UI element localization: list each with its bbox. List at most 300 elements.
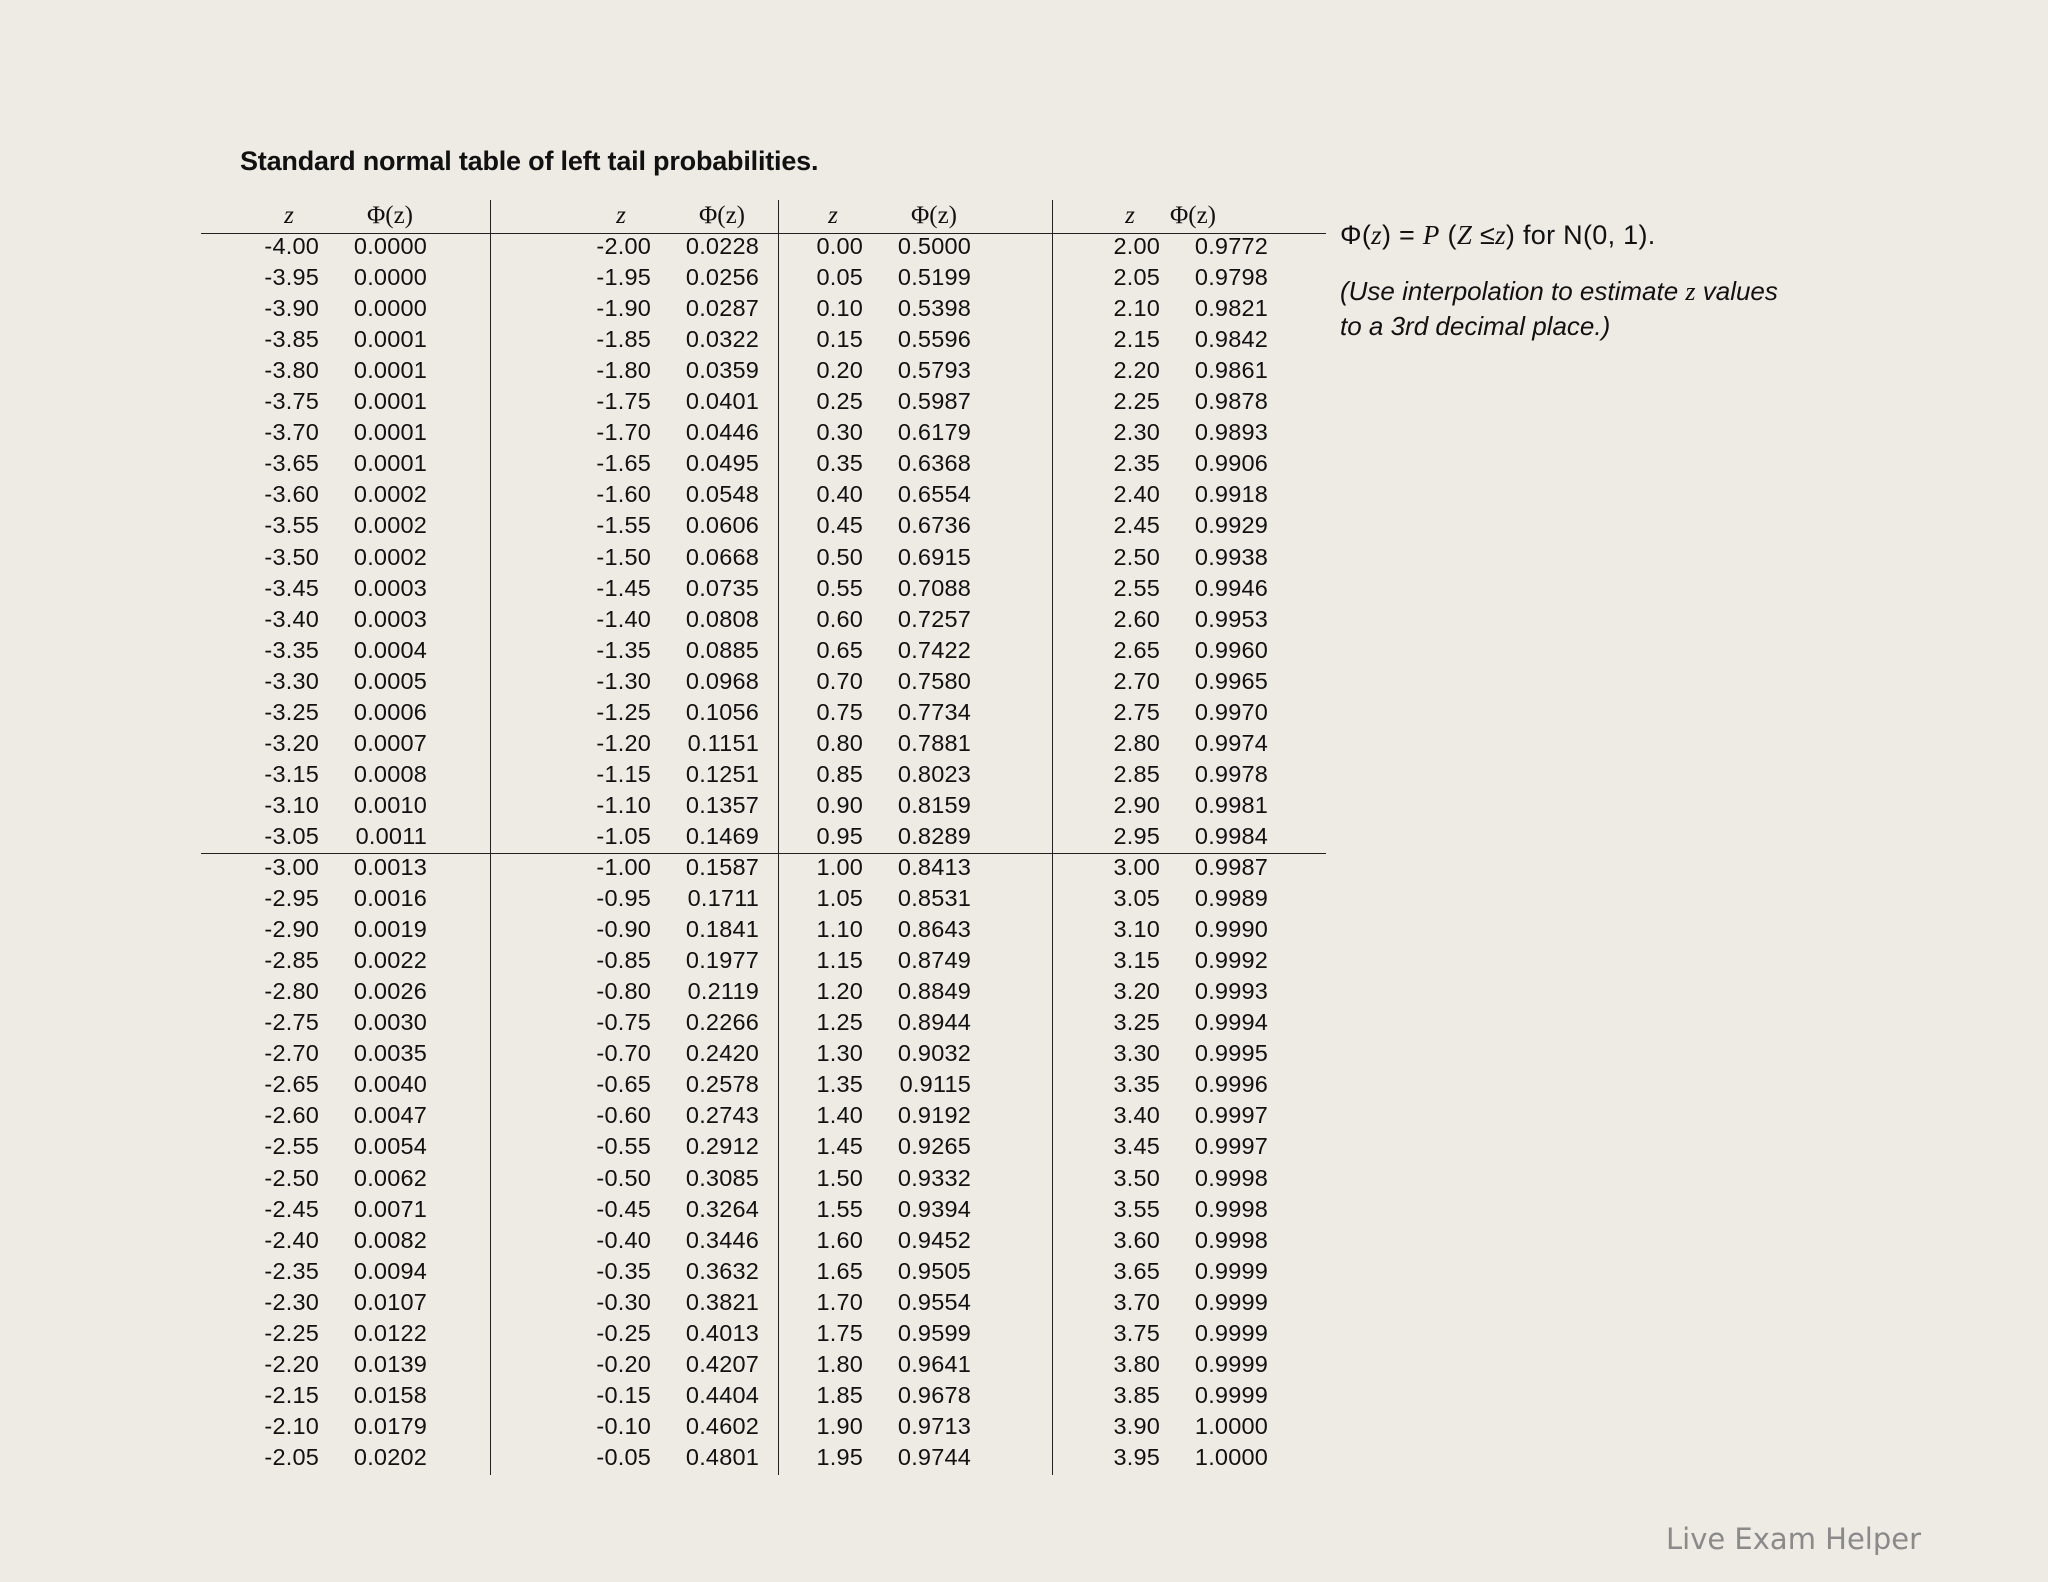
table-row xyxy=(779,1289,1052,1320)
table-row xyxy=(491,792,778,823)
table-row xyxy=(201,606,490,637)
formula-suffix: ) for N(0, 1). xyxy=(1505,220,1656,250)
header-z: z xyxy=(616,202,626,229)
header-phi: Φ(z) xyxy=(910,202,958,229)
phi-value: 0.0001 xyxy=(353,326,427,353)
z-value: 2.85 xyxy=(1113,760,1160,787)
phi-value: 0.9998 xyxy=(1194,1164,1268,1191)
table-row xyxy=(201,1040,490,1071)
table-row xyxy=(491,699,778,730)
z-value: 3.90 xyxy=(1113,1412,1160,1439)
table-row xyxy=(779,264,1052,295)
definition-formula xyxy=(1340,220,1656,251)
table-row xyxy=(779,481,1052,512)
table-row xyxy=(1053,388,1326,419)
z-value: 2.45 xyxy=(1113,512,1160,539)
z-value: 2.10 xyxy=(1113,295,1160,322)
table-row xyxy=(201,823,490,854)
table-row xyxy=(779,885,1052,916)
phi-value: 0.0006 xyxy=(353,698,427,725)
phi-value: 0.0001 xyxy=(353,388,427,415)
phi-value: 0.9987 xyxy=(1194,854,1268,880)
column-header xyxy=(1053,202,1326,232)
table-row xyxy=(779,1102,1052,1133)
phi-value: 0.8289 xyxy=(897,822,971,849)
z-value: 0.45 xyxy=(816,512,863,539)
table-row xyxy=(779,1258,1052,1289)
table-row xyxy=(201,575,490,606)
table-row xyxy=(1053,1196,1326,1227)
z-value: 3.15 xyxy=(1113,947,1160,974)
phi-value: 0.9452 xyxy=(897,1226,971,1253)
phi-value: 0.9997 xyxy=(1194,1102,1268,1129)
z-value: -0.70 xyxy=(596,1040,651,1067)
z-value: 3.00 xyxy=(1113,854,1160,880)
phi-value: 0.5199 xyxy=(897,264,971,291)
table-row xyxy=(779,544,1052,575)
table-row xyxy=(491,450,778,481)
phi-value: 0.4013 xyxy=(685,1319,759,1346)
phi-value: 0.0001 xyxy=(353,450,427,477)
z-value: 0.40 xyxy=(816,481,863,508)
phi-value: 0.9192 xyxy=(897,1102,971,1129)
phi-value: 0.0548 xyxy=(685,481,759,508)
table-row xyxy=(201,544,490,575)
table-row xyxy=(1053,1071,1326,1102)
z-value: 0.30 xyxy=(816,419,863,446)
table-row xyxy=(201,792,490,823)
z-value: 3.55 xyxy=(1113,1195,1160,1222)
phi-value: 0.0016 xyxy=(353,885,427,912)
z-value: 3.40 xyxy=(1113,1102,1160,1129)
table-row xyxy=(1053,450,1326,481)
table-row xyxy=(779,450,1052,481)
header-z: z xyxy=(828,202,838,229)
table-row xyxy=(1053,419,1326,450)
z-value: -2.95 xyxy=(264,885,319,912)
z-value: -3.50 xyxy=(264,543,319,570)
phi-value: 0.0107 xyxy=(353,1288,427,1315)
table-row xyxy=(1053,606,1326,637)
phi-value: 0.8531 xyxy=(897,885,971,912)
phi-value: 0.8749 xyxy=(897,947,971,974)
z-value: -2.25 xyxy=(264,1319,319,1346)
phi-value: 0.2743 xyxy=(685,1102,759,1129)
phi-value: 0.4801 xyxy=(685,1443,759,1470)
table-row xyxy=(779,388,1052,419)
z-value: 1.05 xyxy=(816,885,863,912)
table-row xyxy=(1053,978,1326,1009)
table-row xyxy=(491,1320,778,1351)
z-value: -3.35 xyxy=(264,636,319,663)
table-column-1 xyxy=(201,200,491,1475)
table-row xyxy=(779,1227,1052,1258)
table-row xyxy=(1053,1165,1326,1196)
note-text-start: (Use interpolation to estimate xyxy=(1340,276,1686,306)
phi-value: 0.9821 xyxy=(1194,295,1268,322)
phi-value: 0.0035 xyxy=(353,1040,427,1067)
z-value: -2.70 xyxy=(264,1040,319,1067)
phi-value: 0.1357 xyxy=(685,791,759,818)
header-phi: Φ(z) xyxy=(698,202,746,229)
table-row xyxy=(491,761,778,792)
z-value: -0.50 xyxy=(596,1164,651,1191)
table-row xyxy=(1053,357,1326,388)
phi-value: 0.0808 xyxy=(685,605,759,632)
z-value: -0.45 xyxy=(596,1195,651,1222)
phi-value: 0.0071 xyxy=(353,1195,427,1222)
phi-value: 0.0082 xyxy=(353,1226,427,1253)
z-value: -1.25 xyxy=(596,698,651,725)
table-row xyxy=(201,1444,490,1475)
note-z: z xyxy=(1685,277,1696,306)
table-row xyxy=(491,668,778,699)
phi-value: 0.0000 xyxy=(353,295,427,322)
phi-value: 0.0606 xyxy=(685,512,759,539)
table-row xyxy=(779,233,1052,264)
table-row xyxy=(201,854,490,885)
z-value: -1.55 xyxy=(596,512,651,539)
table-row xyxy=(1053,668,1326,699)
phi-value: 0.9993 xyxy=(1194,978,1268,1005)
phi-value: 0.9984 xyxy=(1194,822,1268,849)
phi-value: 0.1977 xyxy=(685,947,759,974)
z-value: 2.05 xyxy=(1113,264,1160,291)
z-value: 1.95 xyxy=(816,1443,863,1470)
formula-z: z xyxy=(1371,220,1382,250)
z-value: 1.30 xyxy=(816,1040,863,1067)
z-value: 3.45 xyxy=(1113,1133,1160,1160)
table-row xyxy=(779,419,1052,450)
table-row xyxy=(779,823,1052,854)
z-value: -0.90 xyxy=(596,916,651,943)
table-row xyxy=(779,1351,1052,1382)
z-value: -3.40 xyxy=(264,605,319,632)
table-row xyxy=(1053,854,1326,885)
phi-value: 0.0885 xyxy=(685,636,759,663)
phi-value: 0.3632 xyxy=(685,1257,759,1284)
table-row xyxy=(1053,1133,1326,1164)
phi-value: 0.7734 xyxy=(897,698,971,725)
z-value: -1.95 xyxy=(596,264,651,291)
z-value: -0.30 xyxy=(596,1288,651,1315)
z-value: 1.40 xyxy=(816,1102,863,1129)
z-value: -2.50 xyxy=(264,1164,319,1191)
table-column-4 xyxy=(1053,200,1326,1475)
table-row xyxy=(779,1413,1052,1444)
table-row xyxy=(779,575,1052,606)
table-row xyxy=(201,947,490,978)
phi-value: 0.9772 xyxy=(1194,233,1268,259)
table-row xyxy=(201,1009,490,1040)
table-row xyxy=(1053,1040,1326,1071)
table-row xyxy=(201,512,490,543)
z-value: 3.75 xyxy=(1113,1319,1160,1346)
phi-value: 0.9998 xyxy=(1194,1226,1268,1253)
phi-value: 0.7881 xyxy=(897,729,971,756)
z-value: -0.15 xyxy=(596,1381,651,1408)
table-row xyxy=(201,1102,490,1133)
table-row xyxy=(201,637,490,668)
phi-value: 0.9641 xyxy=(897,1350,971,1377)
table-row xyxy=(491,885,778,916)
phi-value: 0.9996 xyxy=(1194,1071,1268,1098)
table-row xyxy=(201,668,490,699)
phi-value: 0.5987 xyxy=(897,388,971,415)
phi-value: 0.9861 xyxy=(1194,357,1268,384)
phi-value: 0.9744 xyxy=(897,1443,971,1470)
phi-value: 0.7088 xyxy=(897,574,971,601)
z-value: 2.80 xyxy=(1113,729,1160,756)
z-value: -3.60 xyxy=(264,481,319,508)
z-value: 2.30 xyxy=(1113,419,1160,446)
phi-value: 0.9115 xyxy=(899,1071,971,1098)
table-row xyxy=(491,357,778,388)
table-row xyxy=(1053,1258,1326,1289)
z-value: 3.85 xyxy=(1113,1381,1160,1408)
phi-value: 0.9599 xyxy=(897,1319,971,1346)
phi-value: 0.0446 xyxy=(685,419,759,446)
table-row xyxy=(201,1165,490,1196)
phi-value: 0.8849 xyxy=(897,978,971,1005)
z-value: 1.00 xyxy=(816,854,863,880)
z-value: 1.15 xyxy=(816,947,863,974)
z-value: -3.45 xyxy=(264,574,319,601)
z-value: -2.55 xyxy=(264,1133,319,1160)
z-value: -1.20 xyxy=(596,729,651,756)
phi-value: 0.0735 xyxy=(685,574,759,601)
z-value: -2.45 xyxy=(264,1195,319,1222)
table-row xyxy=(1053,326,1326,357)
table-row xyxy=(1053,1320,1326,1351)
phi-value: 0.9999 xyxy=(1194,1288,1268,1315)
z-value: -1.50 xyxy=(596,543,651,570)
z-value: -3.95 xyxy=(264,264,319,291)
table-row xyxy=(491,1382,778,1413)
z-value: -3.70 xyxy=(264,419,319,446)
z-value: -0.20 xyxy=(596,1350,651,1377)
header-rule xyxy=(201,233,1326,234)
table-row xyxy=(1053,1413,1326,1444)
z-value: -1.60 xyxy=(596,481,651,508)
table-row xyxy=(491,1444,778,1475)
table-row xyxy=(1053,947,1326,978)
table-row xyxy=(1053,1289,1326,1320)
z-value: -1.90 xyxy=(596,295,651,322)
separator-rule xyxy=(201,853,1326,854)
table-row xyxy=(201,357,490,388)
phi-value: 0.0000 xyxy=(353,264,427,291)
phi-value: 0.1587 xyxy=(685,854,759,880)
z-value: 3.80 xyxy=(1113,1350,1160,1377)
table-row xyxy=(201,916,490,947)
z-value: 3.35 xyxy=(1113,1071,1160,1098)
column-header xyxy=(779,202,1052,232)
phi-value: 0.5000 xyxy=(897,233,971,259)
z-value: -3.00 xyxy=(264,854,319,880)
z-value: -0.65 xyxy=(596,1071,651,1098)
z-value: 2.60 xyxy=(1113,605,1160,632)
table-row xyxy=(201,761,490,792)
z-value: 2.55 xyxy=(1113,574,1160,601)
table-row xyxy=(779,1040,1052,1071)
z-value: -2.10 xyxy=(264,1412,319,1439)
table-row xyxy=(201,419,490,450)
table-row xyxy=(201,1196,490,1227)
table-row xyxy=(779,295,1052,326)
z-value: 3.50 xyxy=(1113,1164,1160,1191)
table-row xyxy=(201,1289,490,1320)
z-value: 0.95 xyxy=(816,822,863,849)
table-row xyxy=(201,1320,490,1351)
header-phi: Φ(z) xyxy=(1169,202,1217,229)
phi-value: 0.6179 xyxy=(897,419,971,446)
z-value: 1.10 xyxy=(816,916,863,943)
z-value: -2.20 xyxy=(264,1350,319,1377)
phi-value: 0.6554 xyxy=(897,481,971,508)
table-row xyxy=(491,1351,778,1382)
phi-value: 0.3264 xyxy=(685,1195,759,1222)
z-value: 0.00 xyxy=(816,233,863,259)
phi-value: 0.9999 xyxy=(1194,1350,1268,1377)
table-row xyxy=(1053,699,1326,730)
phi-value: 0.0256 xyxy=(685,264,759,291)
table-row xyxy=(1053,264,1326,295)
phi-value: 0.9999 xyxy=(1194,1319,1268,1346)
z-value: -1.75 xyxy=(596,388,651,415)
z-value: 0.75 xyxy=(816,698,863,725)
z-value: 3.65 xyxy=(1113,1257,1160,1284)
phi-value: 0.0000 xyxy=(353,233,427,259)
phi-value: 0.0019 xyxy=(353,916,427,943)
formula-equals: ) = xyxy=(1381,220,1423,250)
watermark: Live Exam Helper xyxy=(1666,1522,1922,1556)
table-row xyxy=(779,1165,1052,1196)
phi-value: 0.9713 xyxy=(897,1412,971,1439)
phi-value: 0.0003 xyxy=(353,574,427,601)
phi-value: 0.9842 xyxy=(1194,326,1268,353)
phi-value: 0.2119 xyxy=(687,978,759,1005)
phi-value: 0.0139 xyxy=(353,1350,427,1377)
z-value: 0.25 xyxy=(816,388,863,415)
formula-capital-z: Z xyxy=(1456,220,1473,250)
table-row xyxy=(201,1258,490,1289)
z-value: -1.40 xyxy=(596,605,651,632)
phi-value: 0.6915 xyxy=(897,543,971,570)
table-row xyxy=(779,947,1052,978)
z-value: 2.35 xyxy=(1113,450,1160,477)
phi-value: 0.9970 xyxy=(1194,698,1268,725)
table-row xyxy=(201,730,490,761)
z-value: -2.35 xyxy=(264,1257,319,1284)
phi-value: 0.5793 xyxy=(897,357,971,384)
phi-value: 0.9878 xyxy=(1194,388,1268,415)
phi-value: 0.0003 xyxy=(353,605,427,632)
table-row xyxy=(1053,481,1326,512)
phi-value: 0.1056 xyxy=(685,698,759,725)
z-value: -0.95 xyxy=(596,885,651,912)
table-row xyxy=(1053,1227,1326,1258)
table-row xyxy=(1053,1102,1326,1133)
phi-value: 0.0011 xyxy=(355,822,427,849)
z-value: 2.15 xyxy=(1113,326,1160,353)
z-value: -2.00 xyxy=(596,233,651,259)
phi-value: 0.6368 xyxy=(897,450,971,477)
z-value: -0.55 xyxy=(596,1133,651,1160)
phi-value: 0.0062 xyxy=(353,1164,427,1191)
table-row xyxy=(779,637,1052,668)
table-row xyxy=(491,1165,778,1196)
table-row xyxy=(1053,544,1326,575)
phi-value: 0.7580 xyxy=(897,667,971,694)
phi-value: 0.9265 xyxy=(897,1133,971,1160)
z-value: -0.60 xyxy=(596,1102,651,1129)
phi-value: 0.7257 xyxy=(897,605,971,632)
z-value: -1.45 xyxy=(596,574,651,601)
z-value: -0.05 xyxy=(596,1443,651,1470)
table-row xyxy=(779,1320,1052,1351)
table-row xyxy=(1053,233,1326,264)
table-row xyxy=(1053,1351,1326,1382)
z-value: 3.95 xyxy=(1113,1443,1160,1470)
table-row xyxy=(491,730,778,761)
z-value: 1.60 xyxy=(816,1226,863,1253)
z-value: -0.80 xyxy=(596,978,651,1005)
table-row xyxy=(779,1133,1052,1164)
formula-open-paren: ( xyxy=(1439,220,1457,250)
phi-value: 0.0322 xyxy=(685,326,759,353)
table-row xyxy=(491,481,778,512)
header-phi: Φ(z) xyxy=(366,202,414,229)
z-value: 2.70 xyxy=(1113,667,1160,694)
phi-value: 0.5596 xyxy=(897,326,971,353)
table-row xyxy=(1053,885,1326,916)
column-header xyxy=(491,202,778,232)
phi-value: 0.9678 xyxy=(897,1381,971,1408)
z-value: 1.35 xyxy=(816,1071,863,1098)
z-value: -1.80 xyxy=(596,357,651,384)
z-value: -1.00 xyxy=(596,854,651,880)
phi-value: 0.9906 xyxy=(1194,450,1268,477)
z-value: -2.90 xyxy=(264,916,319,943)
z-value: -3.85 xyxy=(264,326,319,353)
table-row xyxy=(491,1102,778,1133)
table-row xyxy=(201,450,490,481)
z-value: 2.40 xyxy=(1113,481,1160,508)
z-value: 0.50 xyxy=(816,543,863,570)
phi-value: 0.4207 xyxy=(685,1350,759,1377)
table-row xyxy=(779,1071,1052,1102)
table-row xyxy=(491,326,778,357)
phi-value: 0.9953 xyxy=(1194,605,1268,632)
z-value: -0.35 xyxy=(596,1257,651,1284)
table-row xyxy=(491,233,778,264)
z-value: -0.75 xyxy=(596,1009,651,1036)
phi-value: 0.9929 xyxy=(1194,512,1268,539)
z-value: 0.85 xyxy=(816,760,863,787)
phi-value: 0.9999 xyxy=(1194,1257,1268,1284)
z-value: 1.80 xyxy=(816,1350,863,1377)
phi-value: 0.0022 xyxy=(353,947,427,974)
table-row xyxy=(491,1413,778,1444)
z-value: 3.30 xyxy=(1113,1040,1160,1067)
z-value: -1.30 xyxy=(596,667,651,694)
z-value: 2.65 xyxy=(1113,636,1160,663)
phi-value: 0.0004 xyxy=(353,636,427,663)
table-row xyxy=(201,295,490,326)
phi-value: 0.1841 xyxy=(685,916,759,943)
table-row xyxy=(201,1071,490,1102)
